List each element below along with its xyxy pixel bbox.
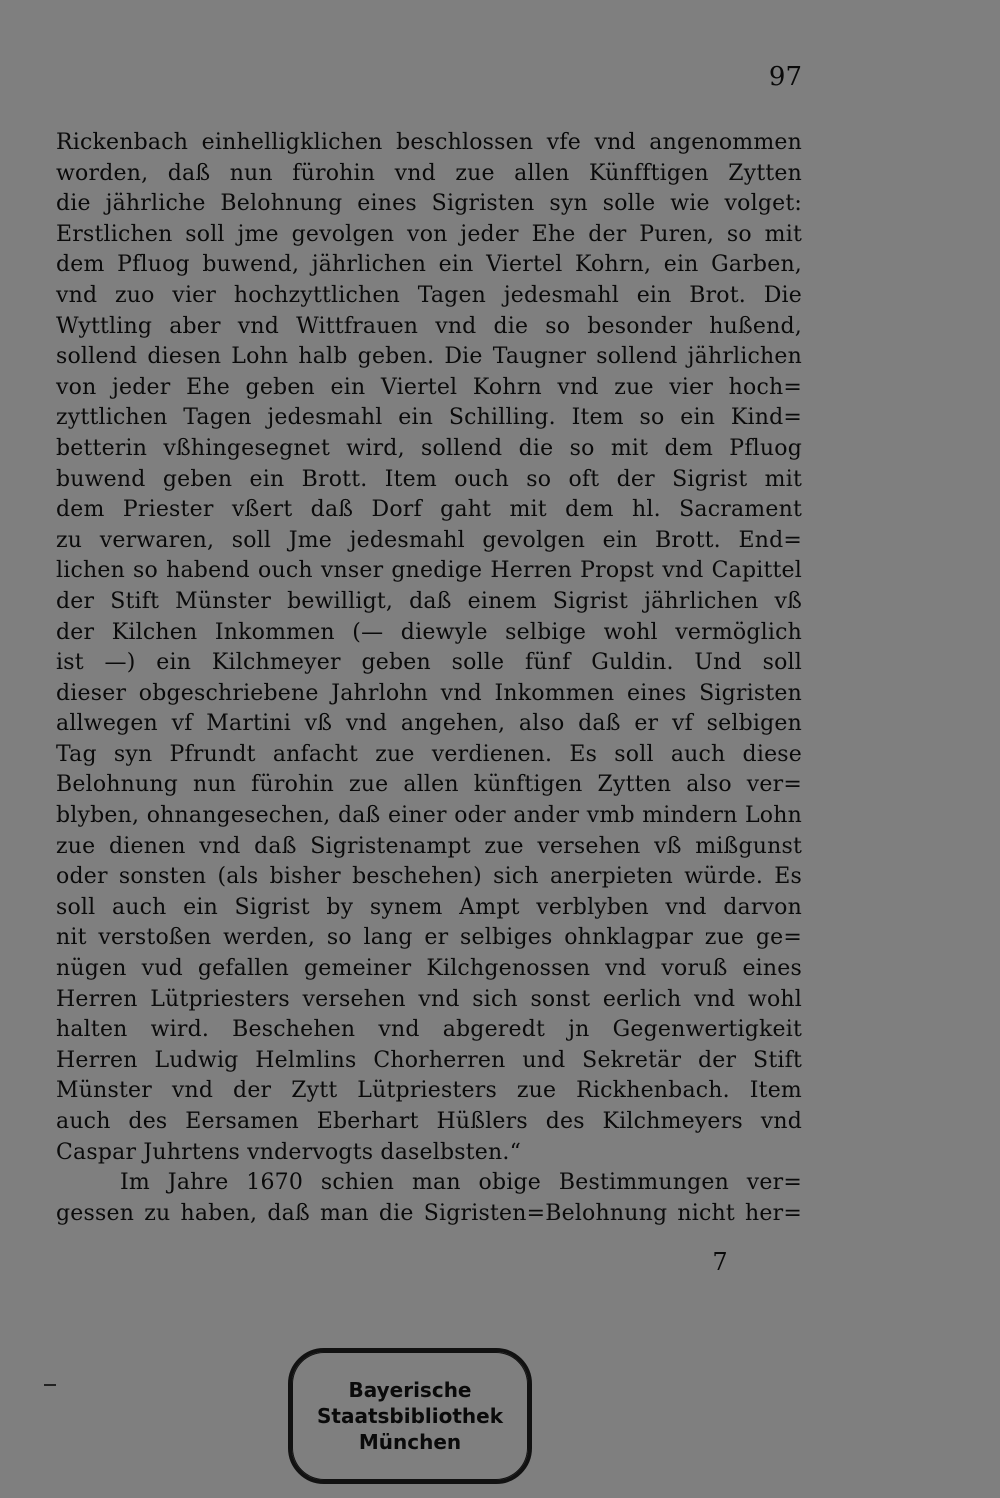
- text-line: vnd zuo vier hochzyttlichen Tagen jedesmahl ein Brot. Die: [56, 282, 802, 308]
- text-line: Herren Ludwig Helmlins Chorherren und Sekretär der Stift: [56, 1047, 802, 1073]
- text-line: dieser obgeschriebene Jahrlohn vnd Inkommen eines Sigristen: [56, 680, 802, 706]
- text-line: blyben, ohnangesechen, daß einer oder ander vmb mindern Lohn: [56, 803, 802, 829]
- text-line: allwegen vf Martini vß vnd angehen, also daß er vf selbigen: [56, 711, 802, 737]
- text-line: halten wird. Beschehen vnd abgeredt jn Gegenwertigkeit: [56, 1017, 802, 1043]
- text-line: Herren Lütpriesters versehen vnd sich sonst eerlich vnd wohl: [56, 986, 802, 1012]
- text-line: nügen vud gefallen gemeiner Kilchgenossen vnd voruß eines: [56, 956, 802, 982]
- text-line: gessen zu haben, daß man die Sigristen=Belohnung nicht her=: [56, 1200, 802, 1226]
- text-line: worden, daß nun fürohin vnd zue allen Künfftigen Zytten: [56, 160, 802, 186]
- text-line: auch des Eersamen Eberhart Hüßlers des Kilchmeyers vnd: [56, 1109, 802, 1134]
- stray-mark: [44, 1384, 56, 1386]
- text-line: soll auch ein Sigrist by synem Ampt verblyben vnd darvon: [56, 894, 802, 920]
- text-line: Erstlichen soll jme gevolgen von jeder Ehe der Puren, so mit: [56, 221, 802, 247]
- library-stamp: [288, 1348, 532, 1484]
- text-line: Belohnung nun fürohin zue allen künftigen Zytten also ver=: [56, 772, 802, 798]
- text-line: lichen so habend ouch vnser gnedige Herren Propst vnd Capittel: [56, 558, 802, 584]
- text-line: Caspar Juhrtens vndervogts daselbsten.“: [56, 1139, 522, 1165]
- text-line: Tag syn Pfrundt anfacht zue verdienen. Es soll auch diese: [56, 741, 802, 767]
- text-line: zu verwaren, soll Jme jedesmahl gevolgen ein Brott. End=: [56, 527, 802, 553]
- signature-mark: 7: [712, 1248, 728, 1276]
- text-line: zyttlichen Tagen jedesmahl ein Schilling. Item so ein Kind=: [56, 405, 802, 431]
- text-line: sollend diesen Lohn halb geben. Die Taugner sollend jährlichen: [56, 344, 802, 370]
- text-line: nit verstoßen werden, so lang er selbiges ohnklagpar zue ge=: [56, 925, 802, 951]
- body-text: [56, 128, 802, 1229]
- text-line: der Stift Münster bewilligt, daß einem Sigrist jährlichen vß: [56, 588, 802, 614]
- text-line: Münster vnd der Zytt Lütpriesters zue Rickhenbach. Item: [56, 1078, 802, 1104]
- text-line: Rickenbach einhelligklichen beschlossen vfe vnd angenommen: [56, 130, 802, 155]
- page-number: 97: [768, 62, 802, 92]
- text-line: oder sonsten (als bisher beschehen) sich anerpieten würde. Es: [56, 864, 802, 890]
- text-line: die jährliche Belohnung eines Sigristen syn solle wie volget:: [56, 191, 802, 217]
- text-line: ist —) ein Kilchmeyer geben solle fünf Guldin. Und soll: [56, 650, 802, 676]
- text-line: Wyttling aber vnd Wittfrauen vnd die so besonder hußend,: [56, 313, 802, 339]
- text-line: buwend geben ein Brott. Item ouch so oft der Sigrist mit: [56, 466, 802, 492]
- text-line: der Kilchen Inkommen (— diewyle selbige wohl vermöglich: [56, 619, 802, 645]
- text-line: Im Jahre 1670 schien man obige Bestimmungen ver=: [120, 1170, 802, 1196]
- text-line: dem Priester vßert daß Dorf gaht mit dem hl. Sacrament: [56, 497, 802, 523]
- stamp-line-3: München: [358, 1430, 462, 1454]
- text-line: dem Pfluog buwend, jährlichen ein Viertel Kohrn, ein Garben,: [56, 252, 802, 278]
- text-line: von jeder Ehe geben ein Viertel Kohrn vnd zue vier hoch=: [56, 374, 802, 400]
- stamp-line-1: Bayerische: [348, 1378, 472, 1402]
- stamp-line-2: Staatsbibliothek: [316, 1404, 504, 1428]
- text-line: zue dienen vnd daß Sigristenampt zue versehen vß mißgunst: [56, 833, 802, 859]
- text-line: betterin vßhingesegnet wird, sollend die so mit dem Pfluog: [56, 435, 802, 461]
